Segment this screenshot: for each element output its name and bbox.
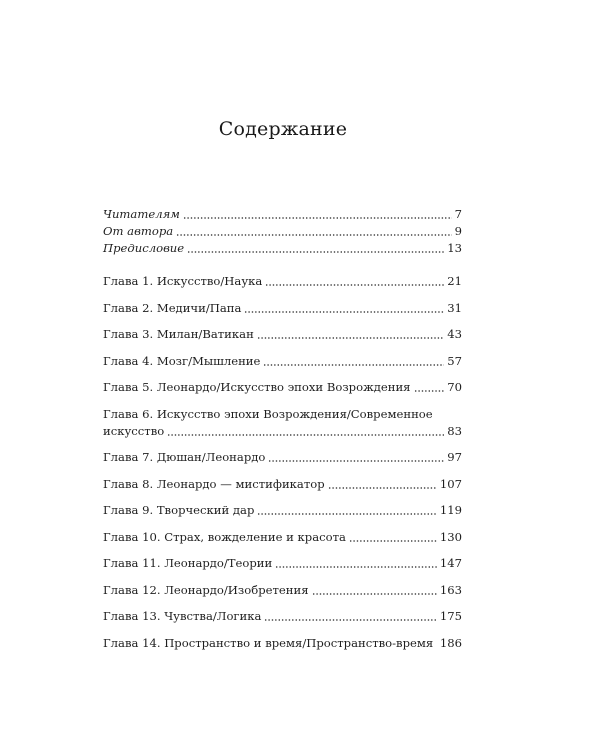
toc-entry-chapter-3[interactable]	[103, 326, 462, 343]
toc-page-number: 70	[447, 380, 462, 394]
toc-entry-chapter-11[interactable]	[103, 555, 462, 572]
toc-entry-chapter-4[interactable]	[103, 353, 462, 370]
toc-entry-chapter-13[interactable]	[103, 608, 462, 625]
toc-entry-label: Предисловие	[103, 241, 185, 255]
toc-page-number: 9	[454, 224, 462, 238]
toc-entry-label-line-1: Глава 6. Искусство эпохи Возрождения/Современное	[103, 406, 433, 421]
toc-entry-preface[interactable]	[103, 240, 462, 257]
toc-entry-from-author[interactable]	[103, 223, 462, 240]
toc-entry-chapter-2[interactable]	[103, 300, 462, 317]
dot-leader	[436, 645, 437, 649]
toc-entry-label: От автора	[103, 224, 174, 238]
toc-entry-label: Глава 2. Медичи/Папа	[103, 300, 242, 315]
toc-entry-label: Глава 4. Мозг/Мышление	[103, 353, 261, 368]
toc-page-number: 186	[439, 635, 462, 650]
toc-page-number: 13	[447, 241, 462, 255]
toc-entry-chapter-7[interactable]	[103, 449, 462, 466]
dot-leader	[265, 283, 444, 287]
dot-leader	[268, 459, 444, 463]
toc-entry-label: Глава 8. Леонардо — мистификатор	[103, 476, 325, 491]
toc-page-number: 119	[439, 503, 462, 517]
toc-entry-label: Глава 10. Страх, вожделение и красота	[103, 529, 346, 544]
dot-leader	[167, 433, 444, 437]
toc-page-number: 83	[447, 423, 462, 438]
toc-entry-chapter-14[interactable]	[103, 635, 462, 652]
toc-page-number: 97	[447, 450, 462, 464]
dot-leader	[257, 336, 444, 340]
dot-leader	[183, 216, 452, 220]
dot-leader	[244, 310, 444, 314]
toc-page-number: 21	[447, 274, 462, 288]
dot-leader	[328, 486, 437, 490]
toc-entry-chapter-6[interactable]	[103, 406, 462, 440]
toc-page-number: 163	[439, 582, 462, 597]
dot-leader	[312, 592, 437, 596]
page-title: Содержание	[218, 118, 348, 140]
toc-entry-label-line-2: искусство	[103, 423, 165, 438]
toc-entry-chapter-8[interactable]	[103, 476, 462, 493]
toc-entry-readers[interactable]	[103, 206, 462, 223]
dot-leader	[176, 233, 451, 237]
dot-leader	[414, 389, 445, 393]
toc-page-number: 147	[439, 556, 462, 570]
toc-entry-label: Читателям	[103, 207, 180, 221]
toc-page-number: 43	[447, 327, 462, 341]
toc-page-number: 107	[439, 476, 462, 491]
toc-entry-label: Глава 1. Искусство/Наука	[103, 274, 263, 288]
table-of-contents	[103, 206, 462, 652]
toc-entry-label: Глава 12. Леонардо/Изобретения	[103, 582, 309, 597]
toc-entry-chapter-1[interactable]	[103, 273, 462, 290]
toc-entry-label: Глава 7. Дюшан/Леонардо	[103, 450, 266, 464]
dot-leader	[275, 565, 437, 569]
toc-entry-label: Глава 5. Леонардо/Искусство эпохи Возрождения	[103, 380, 411, 394]
toc-entry-chapter-10[interactable]	[103, 529, 462, 546]
toc-entry-continuation	[103, 423, 462, 440]
dot-leader	[264, 618, 436, 622]
dot-leader	[349, 539, 437, 543]
toc-entry-label: Глава 13. Чувства/Логика	[103, 609, 262, 623]
dot-leader	[257, 512, 436, 516]
toc-entry-label: Глава 3. Милан/Ватикан	[103, 327, 254, 341]
dot-leader	[187, 250, 444, 254]
dot-leader	[263, 363, 444, 367]
toc-entry-label: Глава 9. Творческий дар	[103, 503, 255, 517]
toc-page-number: 175	[439, 609, 462, 623]
toc-entry-label: Глава 11. Леонардо/Теории	[103, 556, 273, 570]
toc-page-number: 31	[447, 300, 462, 315]
toc-entry-chapter-5[interactable]	[103, 379, 462, 396]
toc-page-number: 7	[454, 207, 462, 221]
toc-entry-chapter-9[interactable]	[103, 502, 462, 519]
toc-entry-label: Глава 14. Пространство и время/Пространство-время	[103, 635, 434, 650]
toc-page-number: 57	[447, 353, 462, 368]
toc-page-number: 130	[439, 529, 462, 544]
toc-entry-chapter-12[interactable]	[103, 582, 462, 599]
